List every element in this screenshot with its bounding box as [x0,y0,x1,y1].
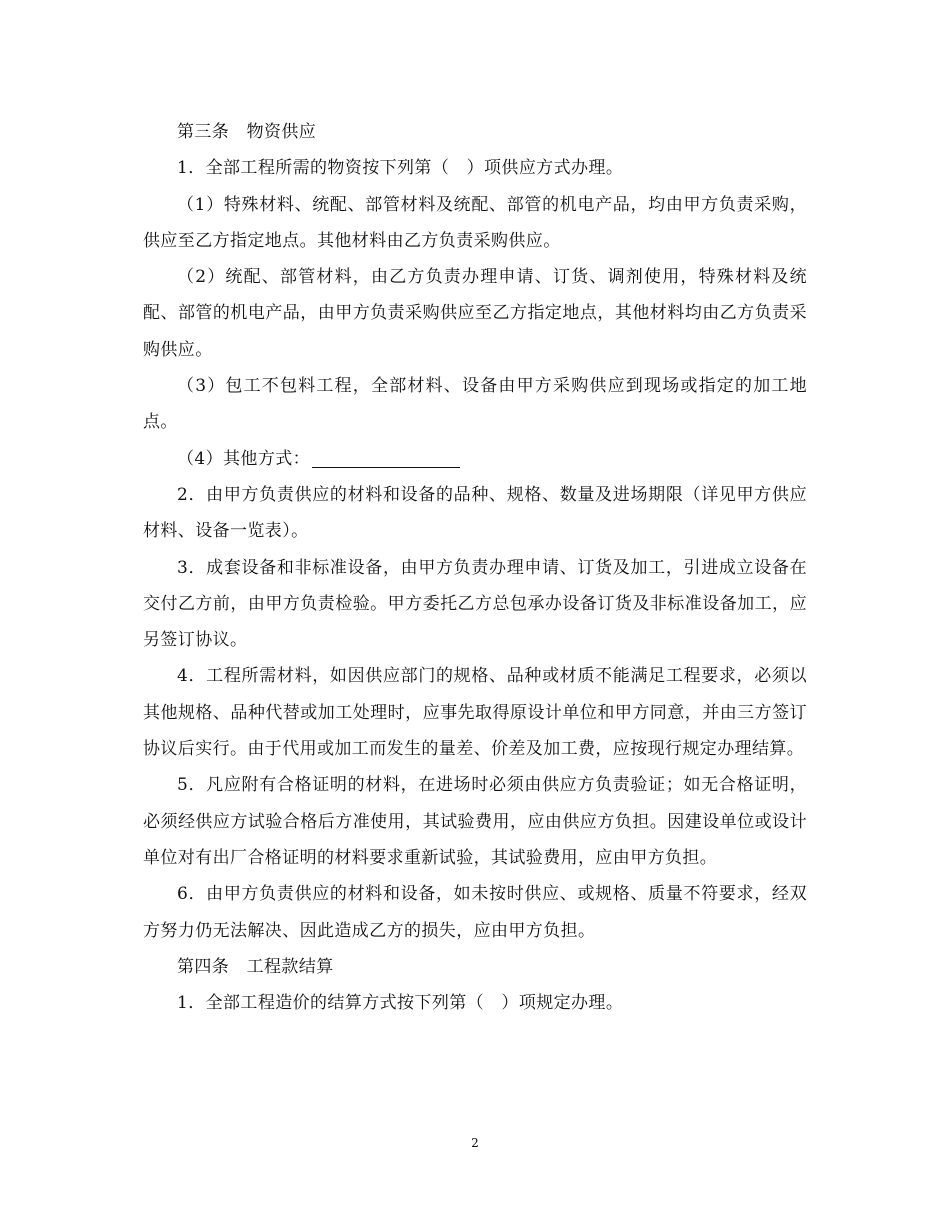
article-3-heading: 第三条 物资供应 [177,122,317,142]
article-4-heading: 第四条 工程款结算 [177,956,334,977]
paragraph-supply-method: 1．全部工程所需的物资按下列第（ ）项供应方式办理。 [177,158,624,179]
paragraph-item-5: 5．凡应附有合格证明的材料，在进场时必须由供应方负责验证；如无合格证明，必须经供应方试验合格后方准使用，其试验费用，应由供应方负担。因建设单位或设计单位对有出厂合格证明的材料要求重新试验，其试验费用，应由甲方负担。 [143,775,807,868]
paragraph-item-4: 4．工程所需材料，如因供应部门的规格、品种或材质不能满足工程要求，必须以其他规格、品种代替或加工处理时，应事先取得原设计单位和甲方同意，并由三方签订协议后实行。由于代用或加工而发生的量差、价差及加工费，应按现行规定办理结算。 [143,666,807,760]
paragraph-option-4 [143,441,807,477]
document-body [143,114,807,1021]
paragraph-option-2: （2）统配、部管材料，由乙方负责办理申请、订货、调剂使用，特殊材料及统配、部管的机电产品，由甲方负责采购供应至乙方指定地点，其他材料均由乙方负责采购供应。 [143,267,807,360]
fill-in-blank-line [312,449,460,468]
paragraph-option-3: （3）包工不包料工程，全部材料、设备由甲方采购供应到现场或指定的加工地点。 [143,376,807,433]
paragraph-item-6: 6．由甲方负责供应的材料和设备，如未按时供应、或规格、质量不符要求，经双方努力仍无法解决、因此造成乙方的损失，应由甲方负担。 [143,884,807,941]
paragraph-item-3: 3．成套设备和非标准设备，由甲方负责办理申请、订货及加工，引进成立设备在交付乙方前，由甲方负责检验。甲方委托乙方总包承办设备订货及非标准设备加工，应另签订协议。 [143,557,807,651]
paragraph-settlement-method: 1．全部工程造价的结算方式按下列第（ ）项规定办理。 [177,993,624,1014]
paragraph-option-1: （1）特殊材料、统配、部管材料及统配、部管的机电产品，均由甲方负责采购，供应至乙方指定地点。其他材料由乙方负责采购供应。 [143,194,807,251]
page-number: 2 [471,1136,479,1150]
option-4-label: （4）其他方式： [177,448,311,469]
paragraph-item-2: 2．由甲方负责供应的材料和设备的品种、规格、数量及进场期限（详见甲方供应材料、设备一览表）。 [143,484,807,542]
